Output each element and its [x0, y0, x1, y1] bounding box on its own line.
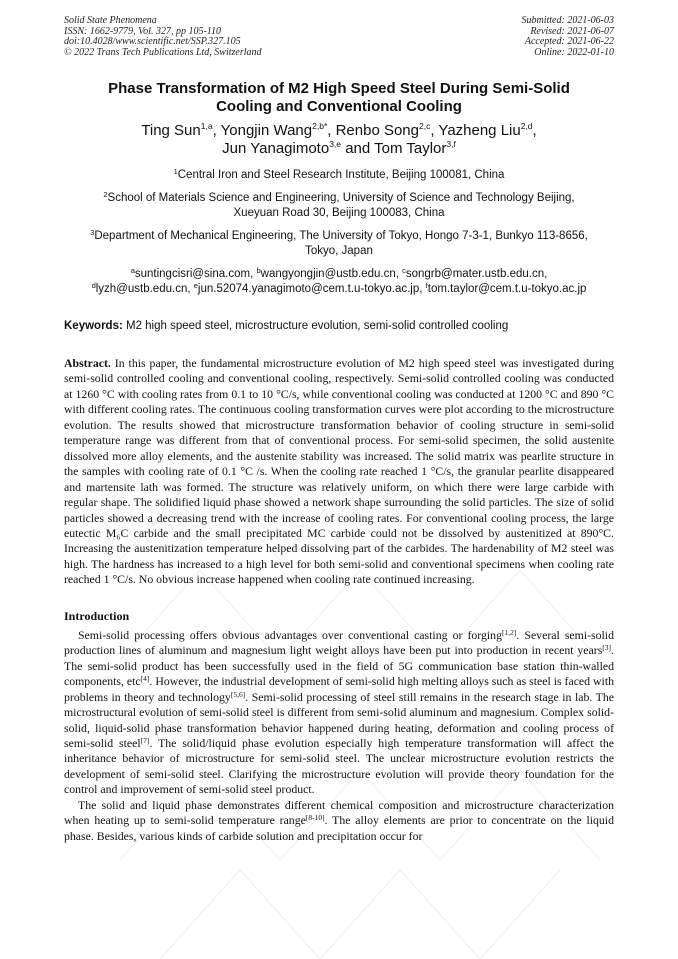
- citation-ref[interactable]: [1,2]: [501, 627, 517, 637]
- paragraph-text: The solid and liquid phase demonstrates different chemical composition and microstructure characterization when heating up to semi-solid temperature range: [64, 797, 614, 828]
- email-marker: d: [91, 281, 96, 290]
- email-address[interactable]: songrb@mater.ustb.edu.cn,: [405, 268, 548, 280]
- email-address[interactable]: jun.52074.yanagimoto@cem.t.u-tokyo.ac.jp,: [197, 283, 426, 295]
- intro-paragraph-2: [64, 798, 614, 844]
- author-separator: ,: [532, 122, 537, 139]
- paragraph-text: Semi-solid processing offers obvious advantages over conventional casting or forging: [78, 627, 502, 642]
- affiliation-text: Central Iron and Steel Research Institute, Beijing 100081, China: [177, 169, 505, 181]
- author-superscript: 2,c: [419, 121, 431, 131]
- paragraph-text: . The alloy elements are prior to concentrate on the liquid phase. Besides, various kinds of carbide solution and precipitation occur for: [64, 813, 614, 843]
- email-address[interactable]: lyzh@ustb.edu.cn,: [95, 283, 194, 295]
- author-list: [64, 122, 614, 158]
- abstract-text: In this paper, the fundamental microstructure evolution of M2 high speed steel was investigated during semi-solid controlled cooling and conventional cooling, respectively. Semi-solid controlled cooling was conducted at 1260 °C with cooling rates from 0.1 to 10 °C/s, while conventional cooling was conducted at 1200 °C and 890 °C with different cooling rates. The continuous cooling transformation curves were plot according to the microstructure evolution. The results showed that microstructure transformation behavior of cooling structure in semi-solid temperature range was different from that of conventional process. For semi-solid specimen, the solid austenite dissolved more alloy elements, and the austenite stability was increased. The solid matrix was pearlite structure in the samples with cooling rate of 0.1 °C /s. When the cooling rate reached 1 °C/s, the granular pearlite disappeared and martensite lath was formed. The structure was relatively uniform, on which there were large carbide with regular shape. The solidified liquid phase showed a network shape surrounding the solid particles. The size of solid particles showed a decreasing trend with the increase of cooling rates. For conventional cooling process, the large eutectic M₆C carbide and the small precipitated MC carbide could not be dissolved by austenitized at 890°C. Increasing the austenitization temperature helped dissolving part of the carbides. The hardenability of M2 steel was high. The hardness has increased to a high level for both semi-solid and conventional specimens when cooling rate reached 1 °C/s. No obvious increase happened when cooling rate continued increasing.: [64, 356, 614, 587]
- author-superscript: 2,d: [520, 121, 533, 131]
- affiliation-line: [64, 229, 614, 244]
- paragraph-text: . Several semi-solid production lines of aluminum and magnesium light weight alloys have been put into production in recent years: [64, 627, 614, 658]
- author-name: Yongjin Wang: [220, 122, 313, 139]
- intro-paragraph-1: [64, 628, 614, 798]
- title-line-2: Cooling and Conventional Cooling: [216, 98, 462, 115]
- affiliation-2: [64, 191, 614, 221]
- author-superscript: 3,f: [446, 139, 456, 149]
- citation-ref[interactable]: [5,6]: [230, 689, 246, 699]
- author-name: Jun Yanagimoto: [222, 140, 330, 157]
- author-line-2: [64, 140, 614, 158]
- author-name: Ting Sun: [141, 122, 201, 139]
- keywords-label: Keywords:: [64, 320, 123, 332]
- paper-title: [64, 80, 614, 116]
- accepted-date: Accepted: 2021-06-22: [524, 36, 614, 47]
- author-separator: and: [341, 140, 375, 157]
- email-address[interactable]: tom.taylor@cem.t.u-tokyo.ac.jp: [427, 283, 587, 295]
- email-marker: e: [193, 281, 198, 290]
- email-marker: f: [425, 281, 428, 290]
- author-name: Tom Taylor: [374, 140, 447, 157]
- journal-name: Solid State Phenomena: [64, 15, 157, 26]
- abstract: [64, 356, 614, 588]
- email-address[interactable]: suntingcisri@sina.com,: [134, 268, 257, 280]
- citation-ref[interactable]: [4]: [140, 674, 150, 684]
- affiliation-1: [64, 168, 614, 183]
- affiliation-3: [64, 229, 614, 259]
- section-heading-introduction: Introduction: [64, 608, 130, 623]
- email-marker: c: [402, 266, 406, 275]
- journal-header: [64, 16, 614, 58]
- author-separator: ,: [327, 122, 336, 139]
- keywords-text: M2 high speed steel, microstructure evolution, semi-solid controlled cooling: [122, 320, 509, 332]
- author-name: Renbo Song: [335, 122, 419, 139]
- email-marker: a: [130, 266, 135, 275]
- affiliation-line: Xueyuan Road 30, Beijing 100083, China: [233, 207, 445, 219]
- doi-line: doi:10.4028/www.scientific.net/SSP.327.105: [64, 36, 241, 47]
- abstract-label: Abstract.: [64, 356, 111, 370]
- affiliation-line: Tokyo, Japan: [305, 245, 373, 257]
- submitted-date: Submitted: 2021-06-03: [521, 15, 614, 26]
- email-line-2: [64, 282, 614, 297]
- author-superscript: 3,e: [329, 139, 342, 149]
- email-list: [64, 267, 614, 297]
- affiliation-text: School of Materials Science and Engineering, University of Science and Technology Beijing,: [107, 192, 575, 204]
- email-address[interactable]: wangyongjin@ustb.edu.cn,: [260, 268, 403, 280]
- submission-dates: [522, 16, 615, 58]
- affiliation-text: Department of Mechanical Engineering, The University of Tokyo, Hongo 7-3-1, Bunkyo 113-8656,: [94, 230, 588, 242]
- author-separator: ,: [212, 122, 221, 139]
- affiliation-marker: 1: [173, 167, 178, 176]
- paragraph-text: . The semi-solid product has been successfully used in the field of 5G communication base station thin-walled components, etc: [64, 643, 614, 689]
- keywords: [64, 319, 614, 334]
- paragraph-text: . However, the industrial development of semi-solid high melting alloys such as steel is faced with problems in theory and technology: [64, 674, 614, 704]
- paragraph-text: . The solid/liquid phase evolution especially high temperature transformation will affect the inheritance behavior of microstructure for semi-solid steel. The unclear microstructure evolution restricts the development of semi-solid steel. Clarifying the microstructure evolution will provide theory foundation for the control and improvement of semi-solid steel product.: [64, 735, 614, 797]
- author-superscript: 2,b*: [312, 121, 328, 131]
- online-date: Online: 2022-01-10: [534, 46, 614, 58]
- citation-ref[interactable]: [7]: [140, 735, 150, 745]
- citation-ref[interactable]: [3]: [602, 643, 612, 653]
- email-marker: b: [256, 266, 261, 275]
- title-line-1: Phase Transformation of M2 High Speed Steel During Semi-Solid: [108, 80, 570, 97]
- author-line-1: [64, 122, 614, 140]
- journal-info: [64, 16, 262, 58]
- affiliation-marker: 3: [90, 228, 95, 237]
- email-line-1: [64, 267, 614, 282]
- affiliation-marker: 2: [103, 190, 108, 199]
- paragraph-text: . Semi-solid processing of steel still remains in the research stage in lab. The microstructural evolution of semi-solid steel is different from semi-solid aluminum and magnesium. Complex solid-solid, liquid-solid phase transformation behavior happened during heating, deformation and cooling process of semi-solid steel: [64, 689, 614, 750]
- issn-line: ISSN: 1662-9779, Vol. 327, pp 105-110: [64, 25, 222, 37]
- author-name: Yazheng Liu: [438, 122, 521, 139]
- revised-date: Revised: 2021-06-07: [530, 25, 614, 37]
- author-separator: ,: [430, 122, 439, 139]
- citation-ref[interactable]: [8-10]: [305, 813, 325, 823]
- affiliation-line: [64, 191, 614, 206]
- author-superscript: 1,a: [200, 121, 213, 131]
- copyright-line: © 2022 Trans Tech Publications Ltd, Switzerland: [64, 46, 262, 58]
